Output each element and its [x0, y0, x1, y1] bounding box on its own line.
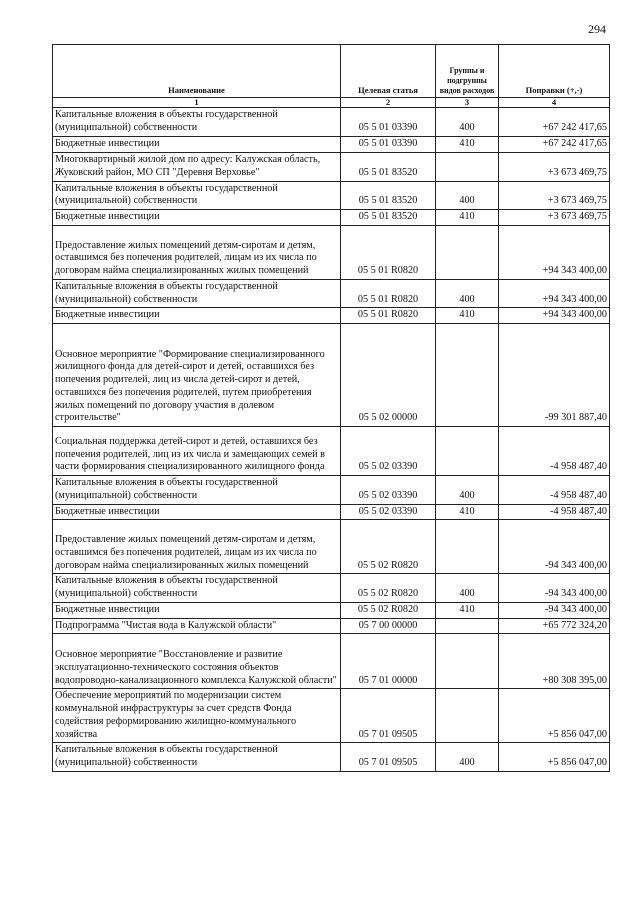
header-amount: Поправки (+,-) [499, 45, 610, 98]
table-row [53, 108, 610, 137]
row-name: Капитальные вложения в объекты государственной (муниципальной) собственности [53, 279, 341, 308]
row-target-article: 05 5 01 R0820 [341, 225, 436, 279]
row-amendment-amount: -94 343 400,00 [499, 602, 610, 618]
row-amendment-amount: -94 343 400,00 [499, 520, 610, 574]
row-amendment-amount: -4 958 487,40 [499, 504, 610, 520]
table-row [53, 689, 610, 743]
row-name: Предоставление жилых помещений детям-сиротам и детям, оставшимся без попечения родителей, лицам из их числа по договорам найма специализированных жилых помещений [53, 225, 341, 279]
table-row [53, 634, 610, 689]
column-number-row [53, 98, 610, 108]
row-name: Предоставление жилых помещений детям-сиротам и детям, оставшимся без попечения родителей, лицам из их числа по договорам найма специализированных жилых помещений [53, 520, 341, 574]
row-amendment-amount: +65 772 324,20 [499, 618, 610, 634]
row-expense-group: 410 [436, 504, 499, 520]
row-target-article: 05 7 00 00000 [341, 618, 436, 634]
row-amendment-amount: +5 856 047,00 [499, 689, 610, 743]
table-row [53, 308, 610, 324]
table-row [53, 743, 610, 772]
header-name: Наименование [53, 45, 341, 98]
row-amendment-amount: +94 343 400,00 [499, 225, 610, 279]
row-target-article: 05 5 01 R0820 [341, 279, 436, 308]
row-amendment-amount: +5 856 047,00 [499, 743, 610, 772]
row-expense-group [436, 152, 499, 181]
row-amendment-amount: +94 343 400,00 [499, 308, 610, 324]
table-row [53, 427, 610, 476]
row-name: Капитальные вложения в объекты государственной (муниципальной) собственности [53, 574, 341, 603]
row-target-article: 05 7 01 09505 [341, 689, 436, 743]
row-name: Бюджетные инвестиции [53, 504, 341, 520]
table-row [53, 520, 610, 574]
table-row [53, 602, 610, 618]
row-name: Капитальные вложения в объекты государственной (муниципальной) собственности [53, 108, 341, 137]
row-amendment-amount: -4 958 487,40 [499, 427, 610, 476]
row-expense-group: 400 [436, 476, 499, 505]
table-row [53, 476, 610, 505]
row-target-article: 05 5 02 R0820 [341, 574, 436, 603]
row-expense-group [436, 427, 499, 476]
row-expense-group [436, 225, 499, 279]
row-expense-group: 400 [436, 181, 499, 210]
header-code: Целевая статья [341, 45, 436, 98]
row-expense-group [436, 689, 499, 743]
row-name: Многоквартирный жилой дом по адресу: Калужская область, Жуковский район, МО СП "Деревня Верховье" [53, 152, 341, 181]
row-target-article: 05 5 01 03390 [341, 108, 436, 137]
row-target-article: 05 5 02 03390 [341, 476, 436, 505]
row-name: Подпрограмма "Чистая вода в Калужской области" [53, 618, 341, 634]
column-number: 4 [499, 98, 610, 108]
row-expense-group: 400 [436, 574, 499, 603]
table-row [53, 225, 610, 279]
row-target-article: 05 5 02 R0820 [341, 520, 436, 574]
column-number: 3 [436, 98, 499, 108]
row-expense-group: 400 [436, 108, 499, 137]
row-name: Основное мероприятие "Восстановление и развитие эксплуатационно-технического состояния объектов водопроводно-канализационного комплекса Калужской области" [53, 634, 341, 689]
row-target-article: 05 7 01 09505 [341, 743, 436, 772]
row-name: Бюджетные инвестиции [53, 136, 341, 152]
table-row [53, 574, 610, 603]
budget-amendments-table [52, 44, 610, 772]
row-target-article: 05 5 01 83520 [341, 152, 436, 181]
row-expense-group [436, 520, 499, 574]
row-name: Капитальные вложения в объекты государственной (муниципальной) собственности [53, 476, 341, 505]
row-amendment-amount: -99 301 887,40 [499, 324, 610, 427]
page-number: 294 [588, 22, 606, 36]
row-amendment-amount: +3 673 469,75 [499, 181, 610, 210]
row-target-article: 05 5 02 03390 [341, 427, 436, 476]
row-target-article: 05 5 02 03390 [341, 504, 436, 520]
row-name: Бюджетные инвестиции [53, 308, 341, 324]
row-target-article: 05 5 02 00000 [341, 324, 436, 427]
table-row [53, 618, 610, 634]
row-target-article: 05 5 02 R0820 [341, 602, 436, 618]
row-target-article: 05 5 01 83520 [341, 210, 436, 226]
row-amendment-amount: +80 308 395,00 [499, 634, 610, 689]
table-row [53, 504, 610, 520]
table-row [53, 279, 610, 308]
row-amendment-amount: +3 673 469,75 [499, 152, 610, 181]
row-target-article: 05 5 01 83520 [341, 181, 436, 210]
row-target-article: 05 7 01 00000 [341, 634, 436, 689]
row-expense-group [436, 324, 499, 427]
row-name: Капитальные вложения в объекты государственной (муниципальной) собственности [53, 743, 341, 772]
row-expense-group: 410 [436, 308, 499, 324]
row-name: Социальная поддержка детей-сирот и детей, оставшихся без попечения родителей, лиц из их числа и замещающих семей в части формирования специализированного жилищного фонда [53, 427, 341, 476]
row-amendment-amount: +3 673 469,75 [499, 210, 610, 226]
row-target-article: 05 5 01 03390 [341, 136, 436, 152]
table-row [53, 181, 610, 210]
row-expense-group: 410 [436, 602, 499, 618]
row-amendment-amount: -4 958 487,40 [499, 476, 610, 505]
table-row [53, 210, 610, 226]
row-name: Основное мероприятие "Формирование специализированного жилищного фонда для детей-сирот и детей, оставшихся без попечения родителей, лиц из числа детей-сирот и детей, оставшихся без попечения родителей, путем приобретения жилых помещений по договору участия в долевом строительстве" [53, 324, 341, 427]
row-amendment-amount: +67 242 417,65 [499, 136, 610, 152]
table-row [53, 136, 610, 152]
header-group: Группы и подгруппы видов расходов [436, 45, 499, 98]
row-name: Бюджетные инвестиции [53, 210, 341, 226]
row-amendment-amount: +67 242 417,65 [499, 108, 610, 137]
column-number: 2 [341, 98, 436, 108]
row-expense-group: 410 [436, 210, 499, 226]
row-target-article: 05 5 01 R0820 [341, 308, 436, 324]
column-number: 1 [53, 98, 341, 108]
table-header-row [53, 45, 610, 98]
row-expense-group [436, 618, 499, 634]
row-expense-group: 400 [436, 279, 499, 308]
row-expense-group: 410 [436, 136, 499, 152]
row-expense-group [436, 634, 499, 689]
table-row [53, 152, 610, 181]
row-name: Обеспечение мероприятий по модернизации систем коммунальной инфраструктуры за счет средств Фонда содействия реформированию жилищно-коммунального хозяйства [53, 689, 341, 743]
row-name: Бюджетные инвестиции [53, 602, 341, 618]
row-amendment-amount: +94 343 400,00 [499, 279, 610, 308]
row-name: Капитальные вложения в объекты государственной (муниципальной) собственности [53, 181, 341, 210]
table-row [53, 324, 610, 427]
row-amendment-amount: -94 343 400,00 [499, 574, 610, 603]
row-expense-group: 400 [436, 743, 499, 772]
